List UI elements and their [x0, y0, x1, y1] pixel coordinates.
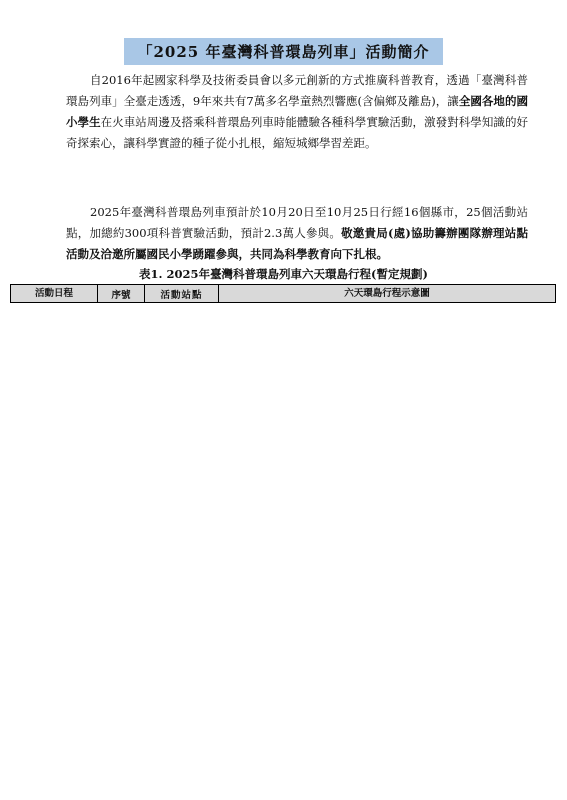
intro-bold-2: 敬邀貴局(處)協助籌辦團隊辦理站點活動及洽邀所屬國民小學踴躍參與，共同為科學教育向下扎根。 [66, 226, 528, 261]
table-header-row [11, 285, 556, 303]
header-station: 活動站點 [145, 285, 219, 303]
header-map: 六天環島行程示意圖 [219, 285, 556, 303]
schedule-table [10, 284, 556, 303]
intro-paragraph-1: 自2016年起國家科學及技術委員會以多元創新的方式推廣科普教育，透過「臺灣科普環島列車」全臺走透透，9年來共有7萬多名學童熱烈響應(含偏鄉及離島)，讓全國各地的國小學生在火車站周邊及搭乘科普環島列車時能體驗各種科學實驗活動，激發對科學知識的好奇探索心，讓科學實證的種子從小扎根，縮短城鄉學習差距。 [66, 73, 528, 150]
page-title: 「2025 年臺灣科普環島列車」活動簡介 [124, 38, 444, 65]
header-number: 序號 [98, 285, 145, 303]
header-date: 活動日程 [11, 285, 98, 303]
table-caption: 表1. 2025年臺灣科普環島列車六天環島行程(暫定規劃) [139, 267, 428, 281]
intro-bold-1: 全國各地的國小學生 [66, 94, 528, 129]
intro-paragraph-2: 2025年臺灣科普環島列車預計於10月20日至10月25日行經16個縣市，25個活動站點，加總約300項科普實驗活動，預計2.3萬人參與。敬邀貴局(處)協助籌辦團隊辦理站點活動及洽邀所屬國民小學踴躍參與，共同為科學教育向下扎根。 [66, 205, 528, 261]
